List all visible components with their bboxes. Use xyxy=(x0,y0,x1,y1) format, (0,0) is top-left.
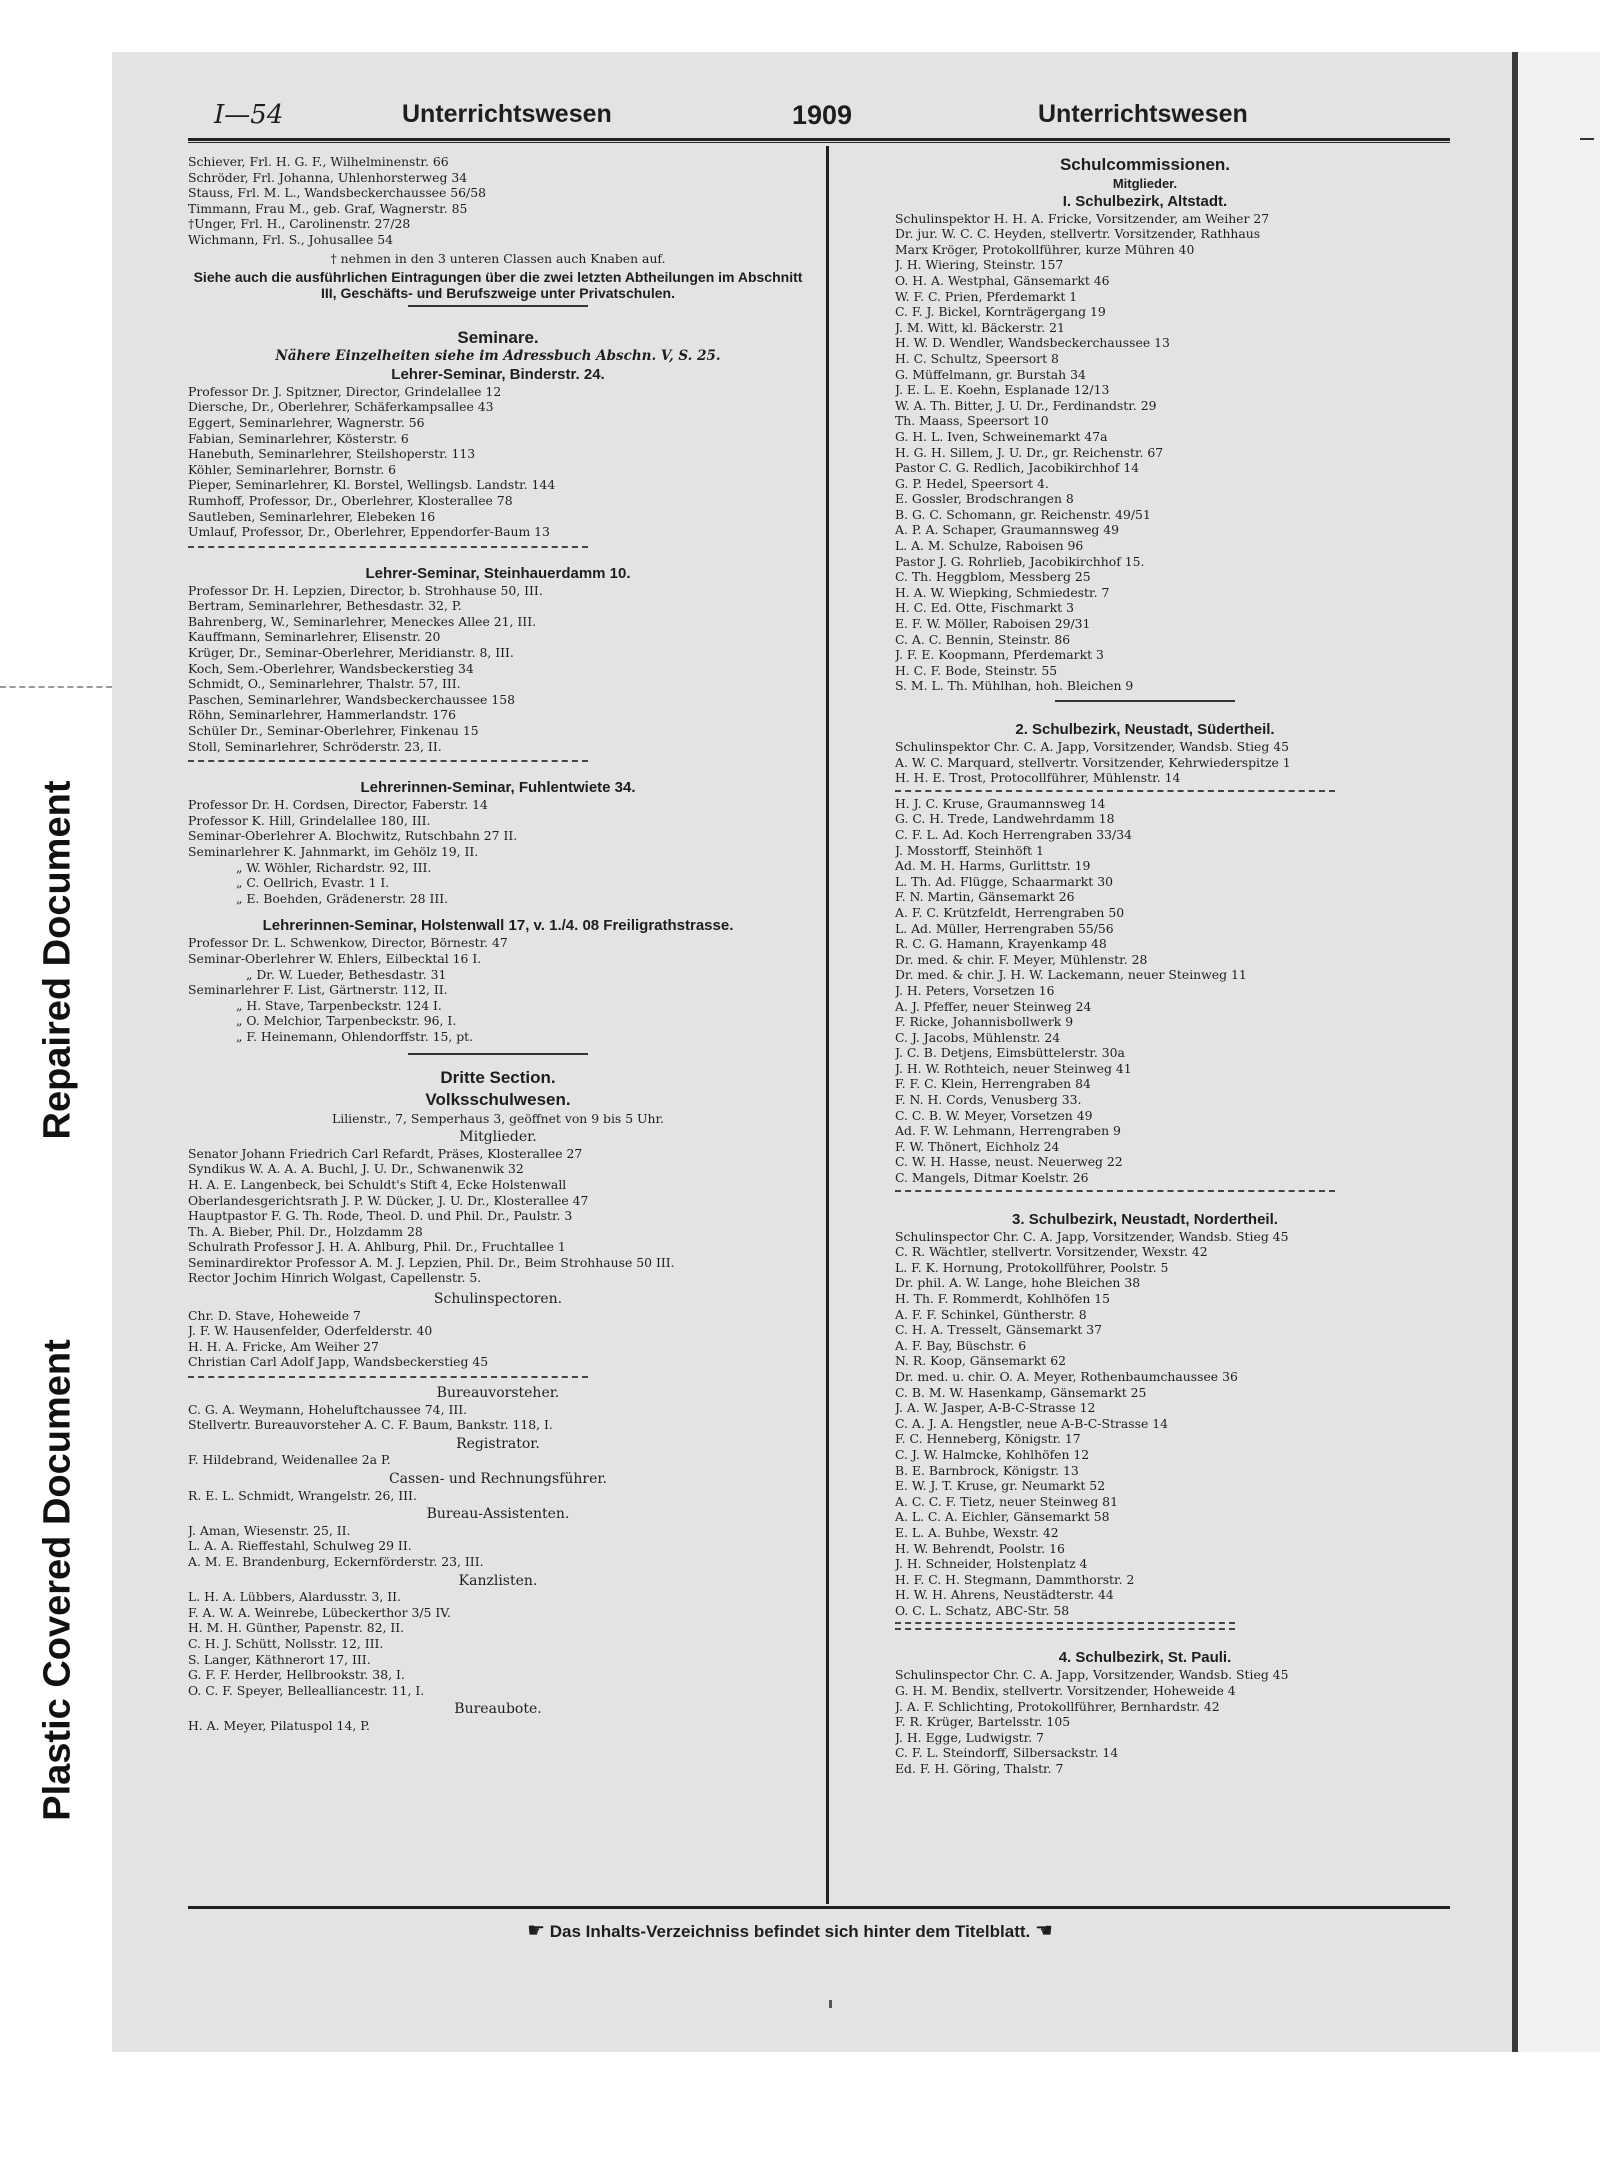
list-item: H. A. W. Wiepking, Schmiedestr. 7 xyxy=(895,584,1110,600)
list-item: Seminar-Oberlehrer A. Blochwitz, Rutschbahn 27 II. xyxy=(188,828,518,844)
list-item: Schüler Dr., Seminar-Oberlehrer, Finkenau 15 xyxy=(188,723,479,739)
list-item: Ed. F. H. Göring, Thalstr. 7 xyxy=(895,1761,1064,1777)
list-item: H. M. H. Günther, Papenstr. 82, II. xyxy=(188,1620,405,1636)
list-item: H. F. C. H. Stegmann, Dammthorstr. 2 xyxy=(895,1571,1135,1587)
list-item: C. C. B. W. Meyer, Vorsetzen 49 xyxy=(895,1107,1093,1123)
list-item: A. L. C. A. Eichler, Gänsemarkt 58 xyxy=(895,1509,1110,1525)
section-rule xyxy=(408,305,588,307)
bezirk-1-list xyxy=(895,211,1395,694)
list-item: C. J. Jacobs, Mühlenstr. 24 xyxy=(895,1029,1061,1045)
schulcommissionen-title: Schulcommissionen. xyxy=(1059,155,1231,174)
page-binding-edge xyxy=(1512,52,1518,2052)
margin-dash-mark xyxy=(0,686,112,688)
mitglieder-list xyxy=(188,1146,808,1286)
edge-mark xyxy=(1580,138,1594,140)
list-item: L. Ad. Müller, Herrengraben 55/56 xyxy=(895,920,1114,936)
footer-notice xyxy=(190,1918,1390,1942)
list-item: F. W. Thönert, Eichholz 24 xyxy=(895,1138,1060,1154)
list-item: Hanebuth, Seminarlehrer, Steilshoperstr. 113 xyxy=(188,446,476,462)
list-item: J. A. W. Jasper, A-B-C-Strasse 12 xyxy=(895,1400,1096,1416)
list-item: S. M. L. Th. Mühlhan, hoh. Bleichen 9 xyxy=(895,678,1134,694)
list-item: A. F. F. Schinkel, Güntherstr. 8 xyxy=(895,1306,1087,1322)
list-item: H. W. H. Ahrens, Neustädterstr. 44 xyxy=(895,1587,1114,1603)
dash-rule xyxy=(188,760,588,762)
list-item: Schulinspector Chr. C. A. Japp, Vorsitzender, Wandsb. Stieg 45 xyxy=(895,1667,1289,1683)
footnote: † nehmen in den 3 unteren Classen auch Knaben auf. xyxy=(330,250,666,266)
mitglieder-title: Mitglieder. xyxy=(459,1129,537,1146)
footer-text: Das Inhalts-Verzeichniss befindet sich hinter dem Titelblatt. xyxy=(549,1922,1031,1941)
list-item: H. A. E. Langenbeck, bei Schuldt's Stift 4, Ecke Holstenwall xyxy=(188,1176,567,1192)
list-item: Schulrath Professor J. H. A. Ahlburg, Phil. Dr., Fruchtallee 1 xyxy=(188,1239,566,1255)
dash-rule xyxy=(895,1190,1335,1192)
list-item: C. F. L. Steindorff, Silbersackstr. 14 xyxy=(895,1745,1119,1761)
list-item: F. A. W. A. Weinrebe, Lübeckerthor 3/5 IV. xyxy=(188,1604,451,1620)
list-item: L. A. A. Rieffestahl, Schulweg 29 II. xyxy=(188,1538,412,1554)
assistenten-title: Bureau-Assistenten. xyxy=(426,1506,570,1523)
list-item: J. H. Wiering, Steinstr. 157 xyxy=(895,257,1064,273)
seminar-3-list xyxy=(188,797,808,906)
page-number: I—54 xyxy=(214,100,284,130)
list-item: „ E. Boehden, Grädenerstr. 28 III. xyxy=(236,890,449,906)
list-item: B. G. C. Schomann, gr. Reichenstr. 49/51 xyxy=(895,506,1151,522)
list-item: G. H. L. Iven, Schweinemarkt 47a xyxy=(895,428,1108,444)
bezirk-3-title: 3. Schulbezirk, Neustadt, Nordertheil. xyxy=(1012,1210,1278,1228)
page-shadow xyxy=(1512,52,1600,2052)
list-item: F. N. H. Cords, Venusberg 33. xyxy=(895,1092,1082,1108)
list-item: A. C. C. F. Tietz, neuer Steinweg 81 xyxy=(895,1493,1118,1509)
list-item: H. H. E. Trost, Protocollführer, Mühlenstr. 14 xyxy=(895,770,1181,786)
list-item: A. M. E. Brandenburg, Eckernförderstr. 23, III. xyxy=(188,1553,484,1569)
list-item: H. Th. F. Rommerdt, Kohlhöfen 15 xyxy=(895,1291,1111,1306)
dash-rule xyxy=(188,1376,588,1378)
list-item: Th. Maass, Speersort 10 xyxy=(895,413,1049,429)
list-item: J. Aman, Wiesenstr. 25, II. xyxy=(188,1522,351,1538)
registrator-title: Registrator. xyxy=(456,1435,540,1452)
pointing-hand-right-icon: ☛ xyxy=(527,1918,545,1942)
list-item: Bertram, Seminarlehrer, Bethesdastr. 32, P. xyxy=(188,598,462,614)
seminar-1-list xyxy=(188,384,808,540)
list-item: Paschen, Seminarlehrer, Wandsbeckerchaussee 158 xyxy=(188,691,515,707)
list-item: C. G. A. Weymann, Hoheluftchaussee 74, III. xyxy=(188,1401,468,1417)
list-item: F. N. Martin, Gänsemarkt 26 xyxy=(895,889,1075,905)
list-item: C. J. W. Halmcke, Kohlhöfen 12 xyxy=(895,1446,1090,1462)
list-item: Krüger, Dr., Seminar-Oberlehrer, Meridianstr. 8, III. xyxy=(188,645,514,661)
list-item: Pieper, Seminarlehrer, Kl. Borstel, Wellingsb. Landstr. 144 xyxy=(188,477,556,493)
section-rule xyxy=(408,1053,588,1055)
list-item: „ C. Oellrich, Evastr. 1 I. xyxy=(236,875,390,891)
list-item: Professor K. Hill, Grindelallee 180, III. xyxy=(188,812,431,828)
dritte-section-title: Dritte Section. xyxy=(440,1067,556,1087)
teacher-list-top xyxy=(188,154,808,248)
list-item: „ F. Heinemann, Ohlendorffstr. 15, pt. xyxy=(236,1028,474,1044)
list-item: Schmidt, O., Seminarlehrer, Thalstr. 57, III. xyxy=(188,676,461,692)
bezirk-3-list xyxy=(895,1229,1395,1619)
list-item: H. W. D. Wendler, Wandsbeckerchaussee 13 xyxy=(895,335,1170,351)
list-item: H. J. C. Kruse, Graumannsweg 14 xyxy=(895,795,1106,811)
list-item: F. Ricke, Johannisbollwerk 9 xyxy=(895,1014,1074,1030)
list-item: O. C. L. Schatz, ABC-Str. 58 xyxy=(895,1602,1070,1618)
list-item: Christian Carl Adolf Japp, Wandsbeckerstieg 45 xyxy=(188,1354,489,1370)
list-item: J. M. Witt, kl. Bäckerstr. 21 xyxy=(895,319,1065,335)
repaired-document-label: Repaired Document xyxy=(36,780,79,1140)
seminar-2-list xyxy=(188,583,808,755)
list-item: Röhn, Seminarlehrer, Hammerlandstr. 176 xyxy=(188,707,457,723)
list-item: Seminarlehrer F. List, Gärtnerstr. 112, II. xyxy=(188,982,448,998)
right-mitglieder-title: Mitglieder. xyxy=(1112,176,1178,191)
list-item: H. H. A. Fricke, Am Weiher 27 xyxy=(188,1338,379,1354)
list-item: Eggert, Seminarlehrer, Wagnerstr. 56 xyxy=(188,414,425,430)
kanzlisten-list xyxy=(188,1589,808,1698)
list-item: H. W. Behrendt, Poolstr. 16 xyxy=(895,1540,1065,1556)
list-item: O. H. A. Westphal, Gänsemarkt 46 xyxy=(895,272,1110,288)
list-item: E. F. W. Möller, Raboisen 29/31 xyxy=(895,616,1091,632)
list-item: Ad. M. H. Harms, Gurlittstr. 19 xyxy=(895,858,1091,874)
list-item: G. F. F. Herder, Hellbrookstr. 38, I. xyxy=(188,1667,405,1683)
list-item: H. A. Meyer, Pilatuspol 14, P. xyxy=(188,1717,370,1733)
list-item: Rumhoff, Professor, Dr., Oberlehrer, Klosterallee 78 xyxy=(188,492,513,508)
list-item: J. F. E. Koopmann, Pferdemarkt 3 xyxy=(895,647,1104,663)
dash-rule xyxy=(895,1622,1235,1624)
list-item: R. E. L. Schmidt, Wrangelstr. 26, III. xyxy=(188,1487,417,1503)
list-item: J. A. F. Schlichting, Protokollführer, Bernhardstr. 42 xyxy=(895,1698,1220,1714)
list-item: C. F. J. Bickel, Kornträgergang 19 xyxy=(895,304,1106,320)
list-item: H. C. Ed. Otte, Fischmarkt 3 xyxy=(895,600,1074,616)
list-item: J. F. W. Hausenfelder, Oderfelderstr. 40 xyxy=(188,1323,433,1339)
list-item: H. C. F. Bode, Steinstr. 55 xyxy=(895,662,1058,678)
list-item: F. C. Henneberg, Königstr. 17 xyxy=(895,1431,1081,1447)
list-item: R. C. G. Hamann, Krayenkamp 48 xyxy=(895,936,1107,952)
list-item: Fabian, Seminarlehrer, Kösterstr. 6 xyxy=(188,430,409,446)
list-item: G. Müffelmann, gr. Burstah 34 xyxy=(895,366,1086,382)
list-item: W. A. Th. Bitter, J. U. Dr., Ferdinandstr. 29 xyxy=(895,397,1157,413)
list-item: Hauptpastor F. G. Th. Rode, Theol. D. und Phil. Dr., Paulstr. 3 xyxy=(188,1208,573,1224)
list-item: Dr. med. u. chir. O. A. Meyer, Rothenbaumchaussee 36 xyxy=(895,1368,1238,1384)
list-item: Seminardirektor Professor A. M. J. Lepzien, Phil. Dr., Beim Strohhause 50 III. xyxy=(188,1254,675,1270)
list-item: Stellvertr. Bureauvorsteher A. C. F. Baum, Bankstr. 118, I. xyxy=(188,1417,553,1433)
left-column xyxy=(188,154,808,1914)
list-item: C. Th. Heggblom, Messberg 25 xyxy=(895,569,1091,585)
seminar-4-title: Lehrerinnen-Seminar, Holstenwall 17, v. 1./4. 08 Freiligrathstrasse. xyxy=(262,917,734,935)
list-item: F. R. Krüger, Bartelsstr. 105 xyxy=(895,1714,1071,1730)
list-item: A. W. C. Marquard, stellvertr. Vorsitzender, Kehrwiederspitze 1 xyxy=(895,754,1291,770)
list-item: †Unger, Frl. H., Carolinenstr. 27/28 xyxy=(188,216,411,232)
list-item: Stauss, Frl. M. L., Wandsbeckerchaussee 56/58 xyxy=(188,185,486,201)
side-margin xyxy=(0,0,112,2177)
list-item: C. B. M. W. Hasenkamp, Gänsemarkt 25 xyxy=(895,1384,1147,1400)
list-item: Pastor J. G. Rohrlieb, Jacobikirchhof 15. xyxy=(895,553,1145,569)
list-item: H. G. H. Sillem, J. U. Dr., gr. Reichenstr. 67 xyxy=(895,444,1164,460)
list-item: J. Mosstorff, Steinhöft 1 xyxy=(895,842,1044,858)
dash-rule xyxy=(895,1628,1235,1630)
footer-rule xyxy=(188,1906,1450,1909)
list-item: Seminar-Oberlehrer W. Ehlers, Eilbecktal 16 I. xyxy=(188,950,482,966)
seminar-3-title: Lehrerinnen-Seminar, Fuhlentwiete 34. xyxy=(360,779,636,797)
list-item: G. C. H. Trede, Landwehrdamm 18 xyxy=(895,811,1115,827)
list-item: „ Dr. W. Lueder, Bethesdastr. 31 xyxy=(246,966,447,982)
list-item: Professor Dr. J. Spitzner, Director, Grindelallee 12 xyxy=(188,383,502,399)
list-item: Rector Jochim Hinrich Wolgast, Capellenstr. 5. xyxy=(188,1270,482,1286)
list-item: F. Hildebrand, Weidenallee 2a P. xyxy=(188,1452,391,1468)
bureauvorsteher-title: Bureauvorsteher. xyxy=(436,1385,560,1402)
list-item: C. F. L. Ad. Koch Herrengraben 33/34 xyxy=(895,826,1132,842)
list-item: Schulinspektor Chr. C. A. Japp, Vorsitzender, Wandsb. Stieg 45 xyxy=(895,739,1290,754)
list-item: Timmann, Frau M., geb. Graf, Wagnerstr. 85 xyxy=(188,200,468,216)
list-item: Professor Dr. H. Cordsen, Director, Faberstr. 14 xyxy=(188,797,488,813)
bezirk-2-list xyxy=(895,796,1395,1186)
running-year: 1909 xyxy=(792,100,853,130)
list-item: Dr. phil. A. W. Lange, hohe Bleichen 38 xyxy=(895,1275,1141,1291)
dash-rule xyxy=(188,546,588,548)
list-item: E. Gossler, Brodschrangen 8 xyxy=(895,491,1074,507)
list-item: C. R. Wächtler, stellvertr. Vorsitzender, Wexstr. 42 xyxy=(895,1244,1208,1260)
bottom-mark xyxy=(829,2000,832,2008)
list-item: J. H. Egge, Ludwigstr. 7 xyxy=(895,1729,1044,1745)
list-item: A. F. C. Krützfeldt, Herrengraben 50 xyxy=(895,904,1125,920)
list-item: J. H. Peters, Vorsetzen 16 xyxy=(895,982,1055,998)
schulinspectoren-list xyxy=(188,1308,808,1370)
list-item: Dr. med. & chir. J. H. W. Lackemann, neuer Steinweg 11 xyxy=(895,967,1247,983)
column-divider xyxy=(826,146,829,1904)
plastic-covered-label: Plastic Covered Document xyxy=(36,1339,79,1821)
list-item: B. E. Barnbrock, Königstr. 13 xyxy=(895,1462,1079,1478)
list-item: Chr. D. Stave, Hoheweide 7 xyxy=(188,1307,361,1323)
list-item: Dr. med. & chir. F. Meyer, Mühlenstr. 28 xyxy=(895,951,1148,967)
bezirk-4-list xyxy=(895,1667,1395,1776)
pointing-hand-left-icon: ☚ xyxy=(1035,1918,1053,1942)
schulinspectoren-title: Schulinspectoren. xyxy=(433,1291,563,1308)
list-item: E. W. J. T. Kruse, gr. Neumarkt 52 xyxy=(895,1478,1106,1494)
bezirk-4-title: 4. Schulbezirk, St. Pauli. xyxy=(1058,1649,1232,1667)
list-item: Diersche, Dr., Oberlehrer, Schäferkampsallee 43 xyxy=(188,399,494,415)
list-item: C. H. J. Schütt, Nollsstr. 12, III. xyxy=(188,1635,384,1651)
list-item: A. F. Bay, Büschstr. 6 xyxy=(895,1337,1027,1353)
volksschulwesen-title: Volksschulwesen. xyxy=(425,1089,571,1109)
list-item: J. C. B. Detjens, Eimsbüttelerstr. 30a xyxy=(895,1045,1125,1061)
list-item: O. C. F. Speyer, Bellealliancestr. 11, I. xyxy=(188,1682,425,1698)
list-item: „ H. Stave, Tarpenbeckstr. 124 I. xyxy=(236,997,442,1013)
section-rule xyxy=(1055,700,1235,702)
list-item: G. H. M. Bendix, stellvertr. Vorsitzender, Hoheweide 4 xyxy=(895,1683,1236,1699)
list-item: H. C. Schultz, Speersort 8 xyxy=(895,350,1059,366)
list-item: W. F. C. Prien, Pferdemarkt 1 xyxy=(895,288,1078,304)
list-item: A. P. A. Schaper, Graumannsweg 49 xyxy=(895,522,1120,538)
dash-rule xyxy=(895,790,1335,792)
list-item: J. H. Schneider, Holstenplatz 4 xyxy=(895,1556,1088,1572)
seminare-note: Nähere Einzelheiten siehe im Adressbuch Abschn. V, S. 25. xyxy=(275,348,721,365)
list-item: Schröder, Frl. Johanna, Uhlenhorsterweg 34 xyxy=(188,169,468,185)
list-item: C. A. C. Bennin, Steinstr. 86 xyxy=(895,631,1071,647)
list-item: C. H. A. Tresselt, Gänsemarkt 37 xyxy=(895,1322,1103,1338)
running-title-left: Unterrichtswesen xyxy=(402,100,612,128)
list-item: Syndikus W. A. A. A. Buchl, J. U. Dr., Schwanenwik 32 xyxy=(188,1161,524,1177)
list-item: Oberlandesgerichtsrath J. P. W. Dücker, J. U. Dr., Klosterallee 47 xyxy=(188,1192,589,1208)
list-item: A. J. Pfeffer, neuer Steinweg 24 xyxy=(895,998,1092,1014)
list-item: Marx Kröger, Protokollführer, kurze Mühren 40 xyxy=(895,241,1195,257)
list-item: Kauffmann, Seminarlehrer, Elisenstr. 20 xyxy=(188,629,441,645)
list-item: Stoll, Seminarlehrer, Schröderstr. 23, II. xyxy=(188,738,442,754)
seminare-title: Seminare. xyxy=(457,328,539,348)
list-item: Schulinspector Chr. C. A. Japp, Vorsitzender, Wandsb. Stieg 45 xyxy=(895,1228,1289,1244)
list-item: L. Th. Ad. Flügge, Schaarmarkt 30 xyxy=(895,873,1113,889)
list-item: F. F. C. Klein, Herrengraben 84 xyxy=(895,1076,1091,1092)
list-item: Dr. jur. W. C. C. Heyden, stellvertr. Vorsitzender, Rathhaus xyxy=(895,226,1261,242)
list-item: Umlauf, Professor, Dr., Oberlehrer, Eppendorfer-Baum 13 xyxy=(188,524,550,540)
seminar-4-list xyxy=(188,935,808,1044)
list-item: Schiever, Frl. H. G. F., Wilhelminenstr. 66 xyxy=(188,154,449,169)
list-item: N. R. Koop, Gänsemarkt 62 xyxy=(895,1353,1066,1369)
right-column xyxy=(895,154,1395,1914)
bezirk-1-title: I. Schulbezirk, Altstadt. xyxy=(1062,192,1228,210)
list-item: S. Langer, Käthnerort 17, III. xyxy=(188,1651,371,1667)
list-item: Pastor C. G. Redlich, Jacobikirchhof 14 xyxy=(895,460,1140,476)
list-item: Koch, Sem.-Oberlehrer, Wandsbeckerstieg 34 xyxy=(188,660,474,676)
list-item: G. P. Hedel, Speersort 4. xyxy=(895,475,1049,491)
list-item: Senator Johann Friedrich Carl Refardt, Präses, Klosterallee 27 xyxy=(188,1145,583,1161)
list-item: Bahrenberg, W., Seminarlehrer, Meneckes Allee 21, III. xyxy=(188,613,537,629)
bureaubote-title: Bureaubote. xyxy=(454,1701,542,1718)
list-item: Professor Dr. H. Lepzien, Director, b. Strohhause 50, III. xyxy=(188,582,543,598)
list-item: Seminarlehrer K. Jahnmarkt, im Gehölz 19, II. xyxy=(188,844,479,859)
private-school-notice: Siehe auch die ausführlichen Eintragungen über die zwei letzten Abtheilungen im Abschnitt III, Geschäfts- und Berufszweige unter Privatschulen. xyxy=(193,269,803,302)
list-item: Sautleben, Seminarlehrer, Elebeken 16 xyxy=(188,508,436,524)
list-item: C. Mangels, Ditmar Koelstr. 26 xyxy=(895,1170,1089,1186)
bezirk-2-title: 2. Schulbezirk, Neustadt, Südertheil. xyxy=(1015,721,1275,738)
list-item: Ad. F. W. Lehmann, Herrengraben 9 xyxy=(895,1123,1121,1139)
list-item: „ W. Wöhler, Richardstr. 92, III. xyxy=(236,859,432,875)
list-item: Wichmann, Frl. S., Johusallee 54 xyxy=(188,231,394,247)
list-item: J. E. L. E. Koehn, Esplanade 12/13 xyxy=(895,382,1110,398)
running-title-right: Unterrichtswesen xyxy=(1038,100,1248,128)
cassen-title: Cassen- und Rechnungsführer. xyxy=(388,1471,608,1487)
kanzlisten-title: Kanzlisten. xyxy=(458,1572,538,1589)
list-item: L. H. A. Lübbers, Alardusstr. 3, II. xyxy=(188,1589,401,1605)
header-rule xyxy=(188,138,1450,141)
header-rule-thin xyxy=(188,142,1450,143)
list-item: Schulinspektor H. H. A. Fricke, Vorsitzender, am Weiher 27 xyxy=(895,210,1270,226)
list-item: „ O. Melchior, Tarpenbeckstr. 96, I. xyxy=(236,1013,457,1029)
list-item: C. A. J. A. Hengstler, neue A-B-C-Strasse 14 xyxy=(895,1415,1168,1431)
list-item: Köhler, Seminarlehrer, Bornstr. 6 xyxy=(188,461,397,477)
seminar-2-title: Lehrer-Seminar, Steinhauerdamm 10. xyxy=(365,564,631,582)
list-item: J. H. W. Rothteich, neuer Steinweg 41 xyxy=(895,1060,1132,1076)
bezirk-2-head xyxy=(895,739,1395,786)
list-item: C. W. H. Hasse, neust. Neuerweg 22 xyxy=(895,1154,1123,1170)
list-item: E. L. A. Buhbe, Wexstr. 42 xyxy=(895,1524,1059,1540)
list-item: Th. A. Bieber, Phil. Dr., Holzdamm 28 xyxy=(188,1223,423,1239)
list-item: L. A. M. Schulze, Raboisen 96 xyxy=(895,538,1084,554)
list-item: L. F. K. Hornung, Protokollführer, Poolstr. 5 xyxy=(895,1259,1169,1275)
office-address: Lilienstr., 7, Semperhaus 3, geöffnet von 9 bis 5 Uhr. xyxy=(332,1110,664,1126)
seminar-1-title: Lehrer-Seminar, Binderstr. 24. xyxy=(391,365,605,383)
list-item: Professor Dr. L. Schwenkow, Director, Börnestr. 47 xyxy=(188,935,508,951)
